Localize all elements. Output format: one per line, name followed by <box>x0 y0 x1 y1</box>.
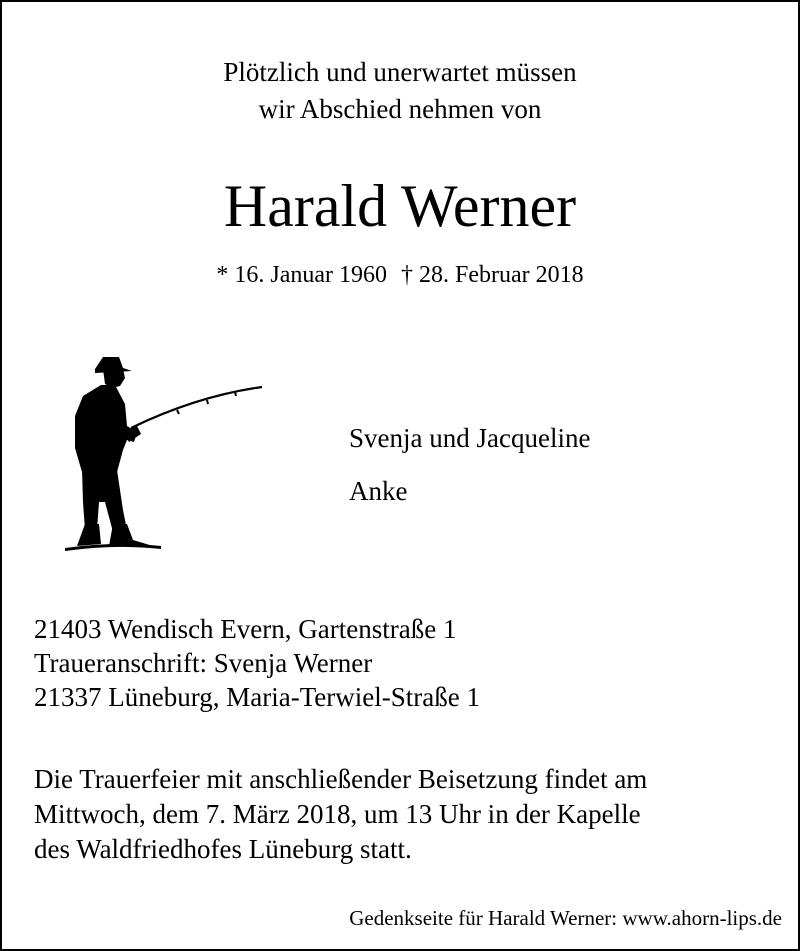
address-line: 21403 Wendisch Evern, Gartenstraße 1 <box>34 614 457 644</box>
intro-text <box>2 54 798 128</box>
life-dates <box>2 259 798 291</box>
intro-line: wir Abschied nehmen von <box>258 94 542 124</box>
address-line: Traueranschrift: Svenja Werner <box>34 648 373 678</box>
mourner-name: Svenja und Jacqueline <box>349 423 591 453</box>
intro-line: Plötzlich und unerwartet müssen <box>223 57 577 87</box>
mourner-name: Anke <box>349 476 408 506</box>
service-line: Die Trauerfeier mit anschließender Beisetzung findet am <box>34 764 648 794</box>
fisherman-silhouette-icon <box>57 352 272 557</box>
address-line: 21337 Lüneburg, Maria-Terwiel-Straße 1 <box>34 682 480 712</box>
birth-date: * 16. Januar 1960 <box>216 262 387 288</box>
service-line: des Waldfriedhofes Lüneburg statt. <box>34 834 412 864</box>
memorial-page-link: Gedenkseite für Harald Werner: www.ahorn-lips.de <box>349 906 782 930</box>
death-date: † 28. Februar 2018 <box>401 262 584 288</box>
mourners-list <box>349 412 590 518</box>
service-line: Mittwoch, dem 7. März 2018, um 13 Uhr in der Kapelle <box>34 799 641 829</box>
address-block <box>34 612 480 714</box>
funeral-service-info <box>34 762 647 867</box>
deceased-name: Harald Werner <box>223 173 577 239</box>
